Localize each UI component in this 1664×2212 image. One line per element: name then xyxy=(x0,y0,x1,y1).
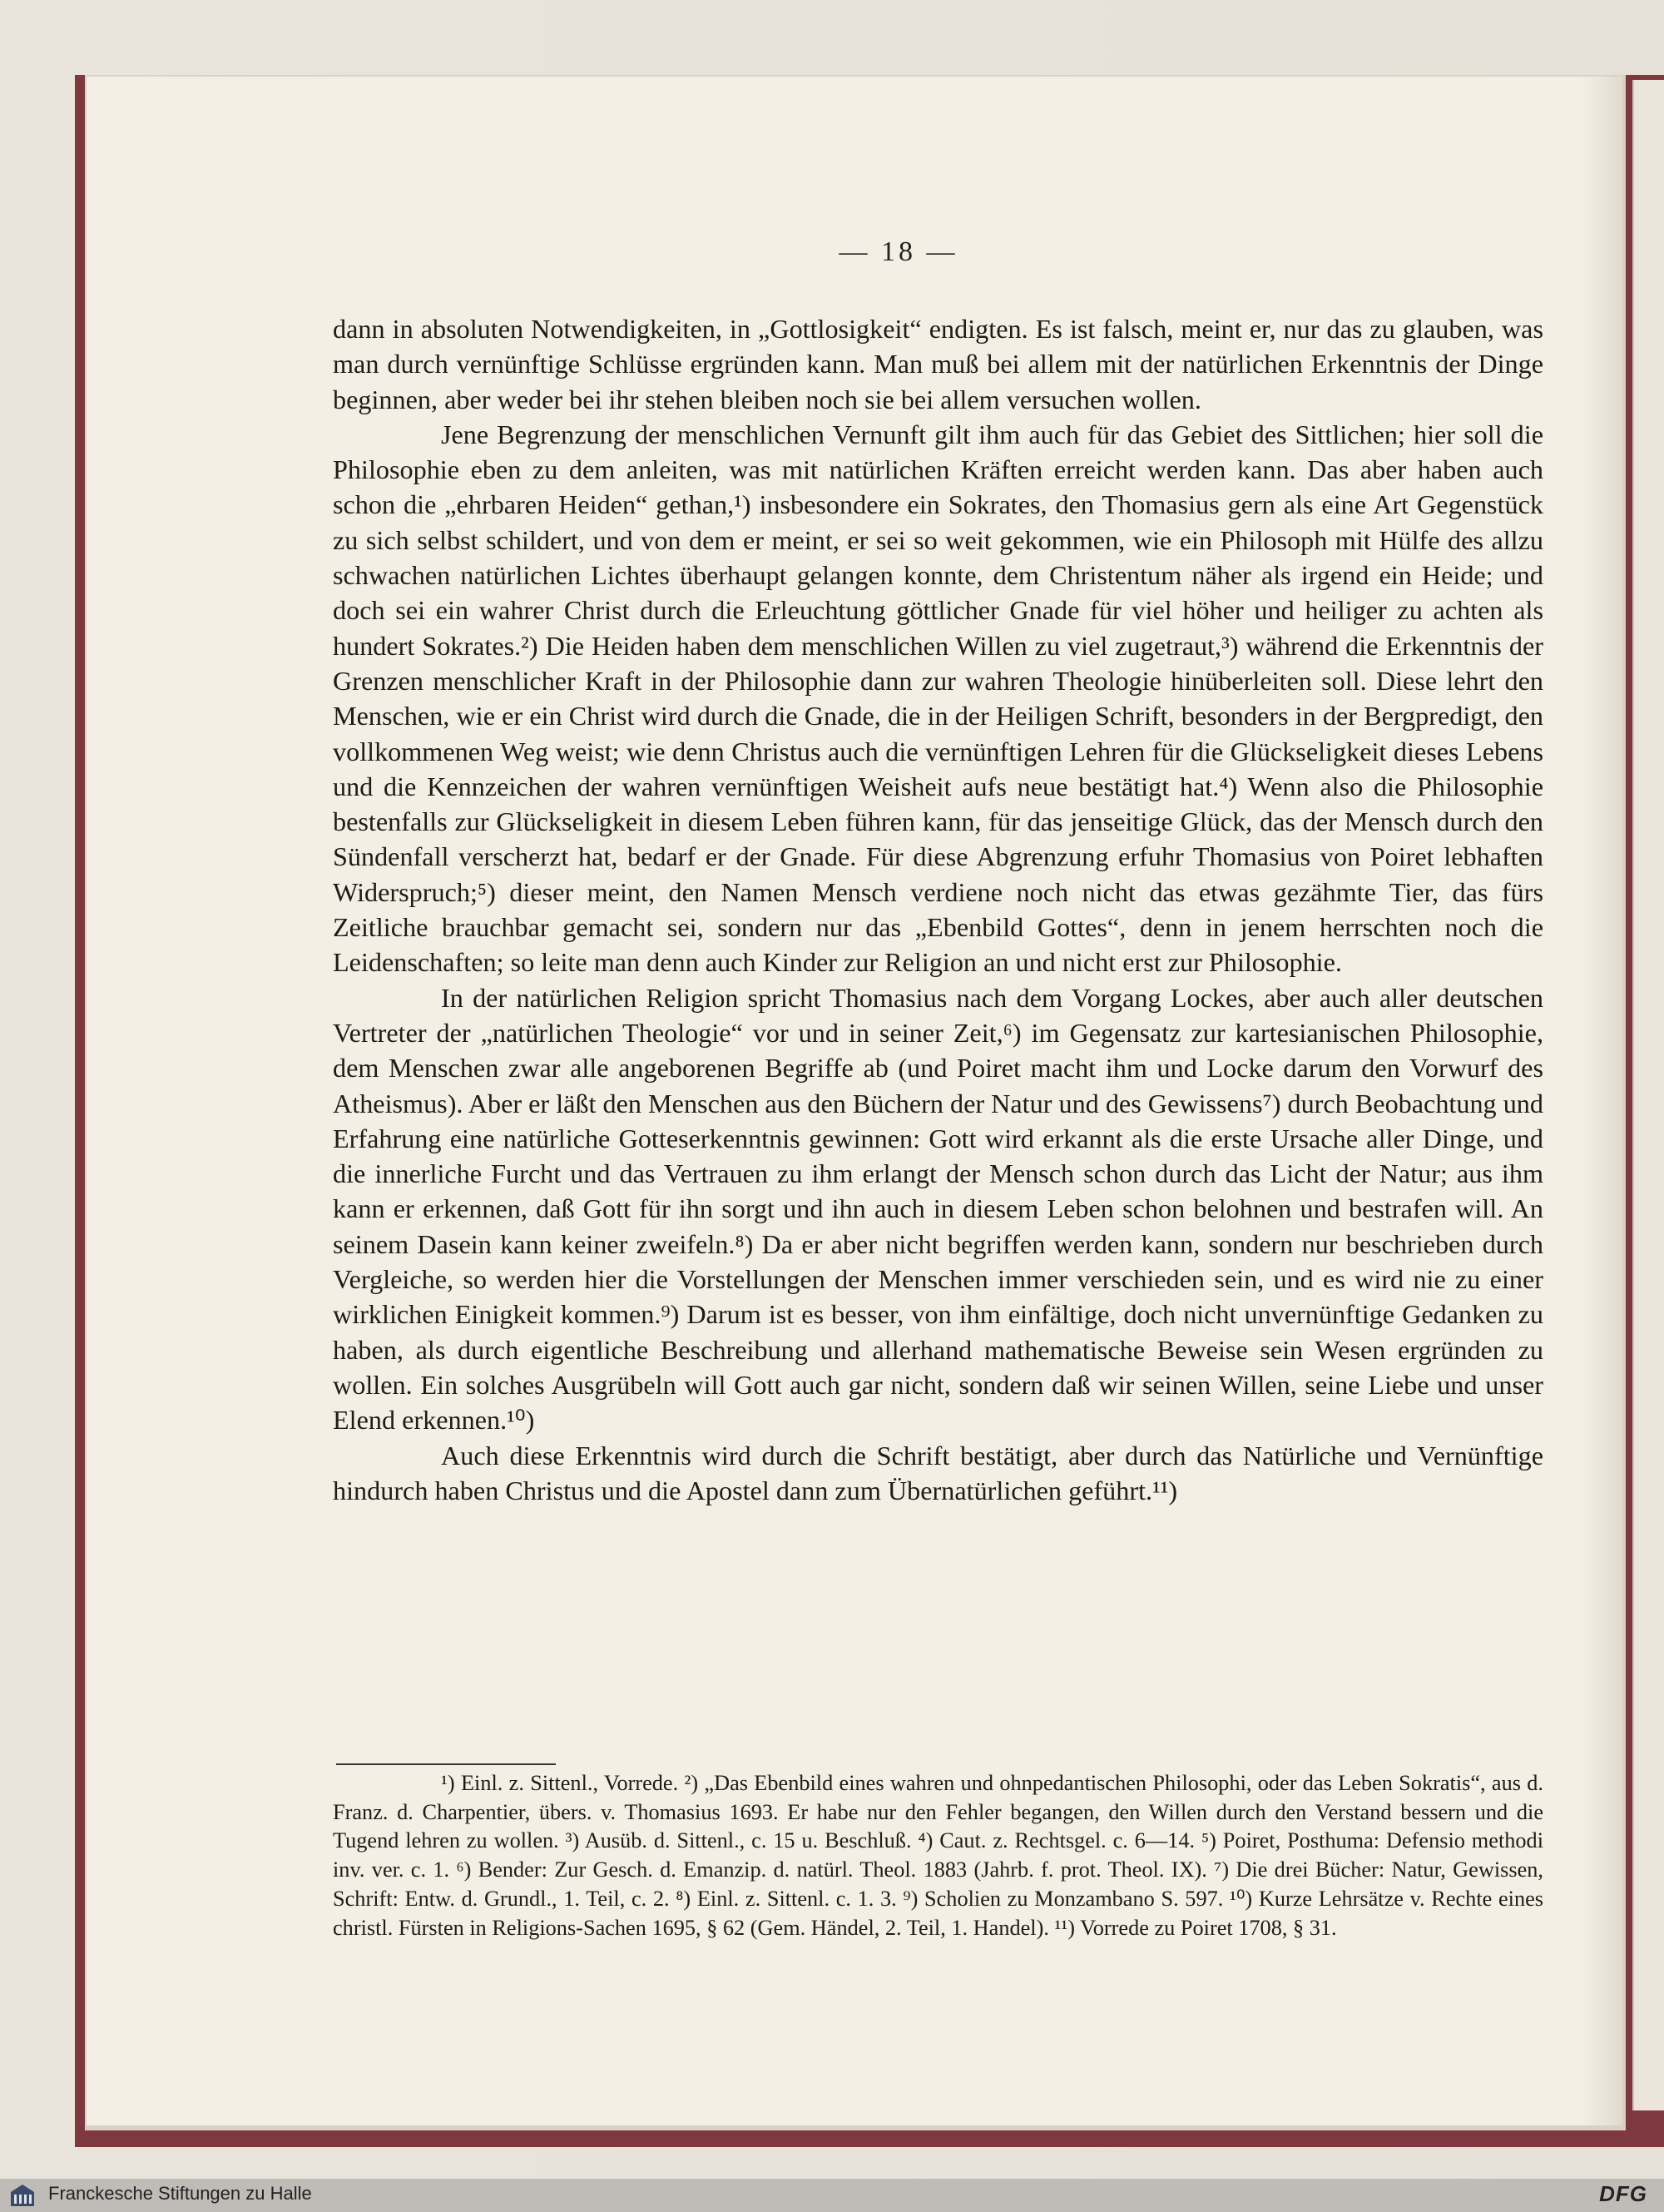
institution-logo-icon xyxy=(10,2184,35,2207)
body-text xyxy=(333,311,1543,1508)
gutter-shadow xyxy=(1581,77,1622,2125)
dfg-logo: DFG xyxy=(1599,2181,1647,2206)
archive-bar xyxy=(0,2179,1664,2212)
footnote-text: ¹) Einl. z. Sittenl., Vorrede. ²) „Das Ebenbild eines wahren und ohnpedantischen Philosophi, oder das Leben Sokratis“, aus d. Franz. d. Charpentier, übers. v. Thomasius 1693. Er habe nur den Fehler begangen, den Willen durch den Verstand bessern und die Tugend lehren zu wollen. ³) Ausüb. d. Sittenl., c. 15 u. Beschluß. ⁴) Caut. z. Rechtsgel. c. 6—14. ⁵) Poiret, Posthuma: Defensio methodi inv. ver. c. 1. ⁶) Bender: Zur Gesch. d. Emanzip. d. natürl. Theol. 1883 (Jahrb. f. prot. Theol. IX). ⁷) Die drei Bücher: Natur, Gewissen, Schrift: Entw. d. Grundl., 1. Teil, c. 2. ⁸) Einl. z. Sittenl. c. 1. 3. ⁹) Scholien zu Monzambano S. 597. ¹⁰) Kurze Lehrsätze v. Rechte eines christl. Fürsten in Religions-Sachen 1695, § 62 (Gem. Händel, 2. Teil, 1. Handel). ¹¹) Vorrede zu Poiret 1708, § 31. xyxy=(333,1771,1543,1940)
next-page-edge xyxy=(1632,80,1664,2110)
footnote-rule xyxy=(336,1763,556,1765)
paragraph: Auch diese Erkenntnis wird durch die Schrift bestätigt, aber durch das Natürliche und Vernünftige hindurch haben Christus und die Apostel dann zum Übernatürlichen geführt.¹¹) xyxy=(333,1440,1543,1505)
footnotes xyxy=(333,1769,1543,1942)
paragraph: dann in absoluten Notwendigkeiten, in „Gottlosigkeit“ endigten. Es ist falsch, meint er, nur das zu glauben, was man durch vernünftige Schlüsse ergründen kann. Man muß bei allem mit der natürlichen Erkenntnis der Dinge beginnen, aber weder bei ihr stehen bleiben noch sie bei allem versuchen wollen. xyxy=(333,314,1543,414)
paragraph: Jene Begrenzung der menschlichen Vernunft gilt ihm auch für das Gebiet des Sittlichen; hier soll die Philosophie eben zu dem anleiten, was mit natürlichen Kräften erreicht werden kann. Das aber haben auch schon die „ehrbaren Heiden“ gethan,¹) insbesondere ein Sokrates, den Thomasius gern als eine Art Gegenstück zu sich selbst schildert, und von dem er meint, er sei so weit gekommen, wie ein Philosoph mit Hülfe des allzu schwachen natürlichen Lichtes überhaupt gelangen konnte, dem Christentum näher als irgend ein Heide; und doch sei ein wahrer Christ durch die Erleuchtung göttlicher Gnade für viel höher und heiliger zu achten als hundert Sokrates.²) Die Heiden haben dem menschlichen Willen zu viel zugetraut,³) während die Erkenntnis der Grenzen menschlicher Kraft in der Philosophie dann zur wahren Theologie hinüberleiten soll. Diese lehrt den Menschen, wie er ein Christ wird durch die Gnade, die in der Heiligen Schrift, besonders in der Bergpredigt, den vollkommenen Weg weist; wie denn Christus auch die vernünftigen Lehren für die Glückseligkeit dieses Lebens und die Kennzeichen der wahren vernünftigen Weisheit aufs neue bestätigt hat.⁴) Wenn also die Philosophie bestenfalls zur Glückseligkeit in diesem Leben führen kann, für das jenseitige Glück, das der Mensch durch den Sündenfall verscherzt hat, bedarf er der Gnade. Für diese Abgrenzung erfuhr Thomasius von Poiret lebhaften Widerspruch;⁵) dieser meint, den Namen Mensch verdiene noch nicht das etwas gezähmte Tier, das fürs Zeitliche brauchbar gemacht sei, sondern nur das „Ebenbild Gottes“, denn in jenem herrschten noch die Leidenschaften; so leite man denn auch Kinder zur Religion an und nicht erst zur Philosophie. xyxy=(333,419,1543,978)
paragraph: In der natürlichen Religion spricht Thomasius nach dem Vorgang Lockes, aber auch aller deutschen Vertreter der „natürlichen Theologie“ vor und in seiner Zeit,⁶) im Gegensatz zur kartesianischen Philosophie, dem Menschen zwar alle angeborenen Begriffe ab (und Poiret macht ihm und Locke darum den Vorwurf des Atheismus). Aber er läßt den Menschen aus den Büchern der Natur und des Gewissens⁷) durch Beobachtung und Erfahrung eine natürliche Gotteserkenntnis gewinnen: Gott wird erkannt als die erste Ursache aller Dinge, und die innerliche Furcht und das Vertrauen zu ihm erlangt der Mensch schon durch das Licht der Natur; aus ihm kann er erkennen, daß Gott für ihn sorgt und ihn auch in diesem Leben schon belohnen und bestrafen will. An seinem Dasein kann keiner zweifeln.⁸) Da er aber nicht begriffen werden kann, sondern nur beschrieben durch Vergleiche, so werden hier die Vorstellungen der Menschen immer verschieden sein, und es wird nie zu einer wirklichen Einigkeit kommen.⁹) Darum ist es besser, von ihm einfältige, doch nicht unvernünftige Gedanken zu haben, als durch eigentliche Beschreibung und allerhand mathematische Beweise sein Wesen ergründen zu wollen. Ein solches Ausgrübeln will Gott auch gar nicht, sondern daß wir seinen Willen, seine Liebe und unser Elend erkennen.¹⁰) xyxy=(333,982,1543,1436)
institution-label: Franckesche Stiftungen zu Halle xyxy=(48,2183,312,2204)
page-number: — 18 — xyxy=(839,236,958,267)
